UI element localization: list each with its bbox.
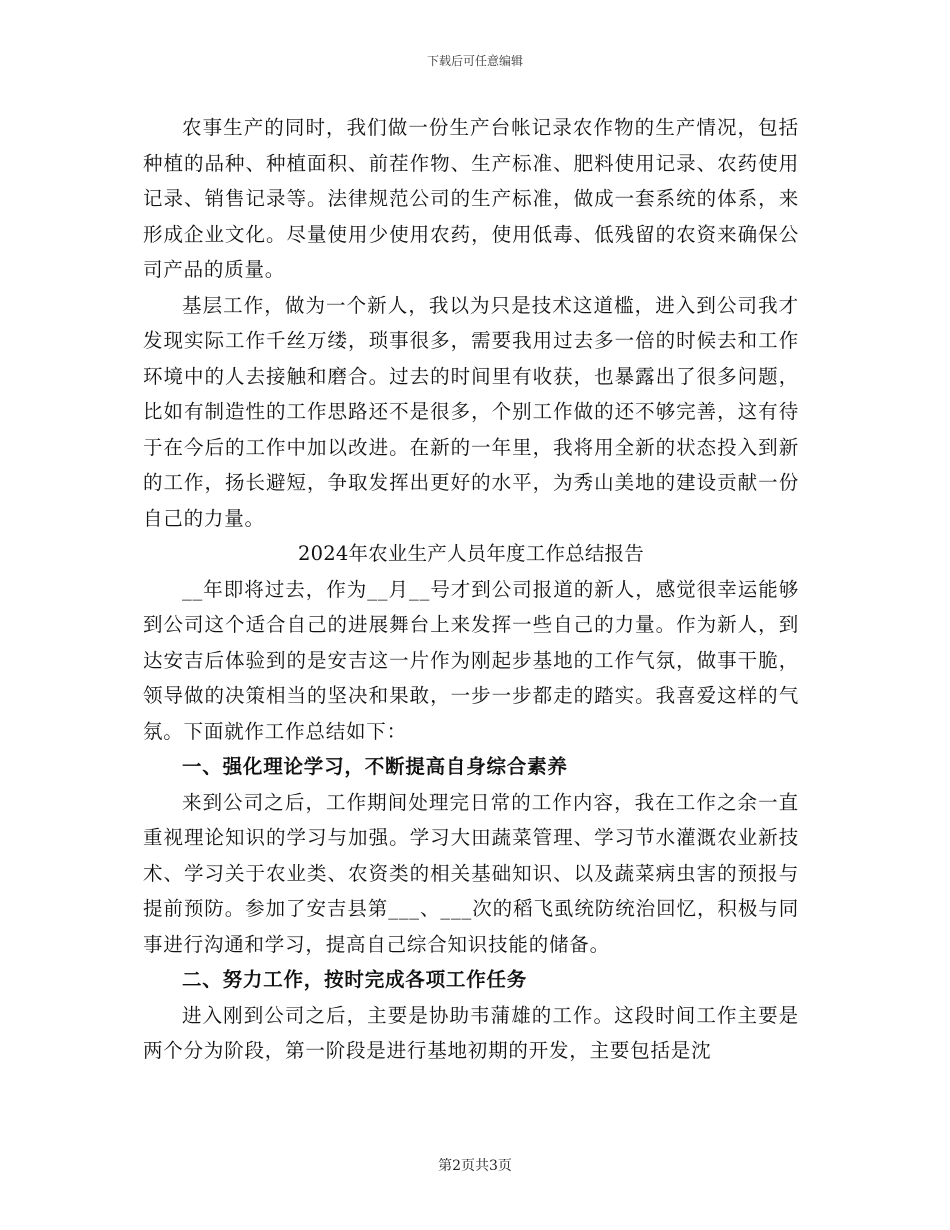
section-heading-theory-study: 一、强化理论学习，不断提高自身综合素养 bbox=[182, 755, 568, 778]
report-title: 2024年农业生产人员年度工作总结报告 bbox=[298, 542, 644, 565]
paragraph-theory-study: 来到公司之后，工作期间处理完日常的工作内容，我在工作之余一直重视理论知识的学习与加强。学习大田蔬菜管理、学习节水灌溉农业新技术、学习关于农业类、农资类的相关基础知识、以及蔬菜病虫害的预报与提前预防。参加了安吉县第___、___次的稻飞虱统防统治回忆，积极与同事进行沟通和学习，提高自己综合知识技能的储备。 bbox=[143, 790, 799, 956]
paragraph-work-tasks: 进入刚到公司之后，主要是协助韦蒲雄的工作。这段时间工作主要是两个分为阶段，第一阶段是进行基地初期的开发，主要包括是沈 bbox=[143, 1003, 799, 1062]
paragraph-introduction: __年即将过去，作为__月__号才到公司报道的新人，感觉很幸运能够到公司这个适合自己的进展舞台上来发挥一些自己的力量。作为新人，到达安吉后体验到的是安吉这一片作为刚起步基地的工作气氛，做事干脆，领导做的决策相当的坚决和果敢，一步一步都走的踏实。我喜爱这样的气氛。下面就作工作总结如下： bbox=[143, 577, 799, 743]
paragraph-production-records: 农事生产的同时，我们做一份生产台帐记录农作物的生产情况，包括种植的品种、种植面积、前茬作物、生产标准、肥料使用记录、农药使用记录、销售记录等。法律规范公司的生产标准，做成一套系统的体系，来形成企业文化。尽量使用少使用农药，使用低毒、低残留的农资来确保公司产品的质量。 bbox=[143, 116, 799, 281]
document-body bbox=[143, 110, 799, 1069]
page-header-note: 下载后可任意编辑 bbox=[426, 54, 523, 68]
section-heading-work-tasks: 二、努力工作，按时完成各项工作任务 bbox=[182, 968, 528, 991]
paragraph-grassroots-work: 基层工作，做为一个新人，我以为只是技术这道槛，进入到公司我才发现实际工作千丝万缕，琐事很多，需要我用过去多一倍的时候去和工作环境中的人去接触和磨合。过去的时间里有收获，也暴露出了很多问题，比如有制造性的工作思路还不是很多，个别工作做的还不够完善，这有待于在今后的工作中加以改进。在新的一年里，我将用全新的状态投入到新的工作，扬长避短，争取发挥出更好的水平，为秀山美地的建设贡献一份自己的力量。 bbox=[143, 293, 799, 530]
page-number: 第2页共3页 bbox=[438, 1158, 512, 1174]
